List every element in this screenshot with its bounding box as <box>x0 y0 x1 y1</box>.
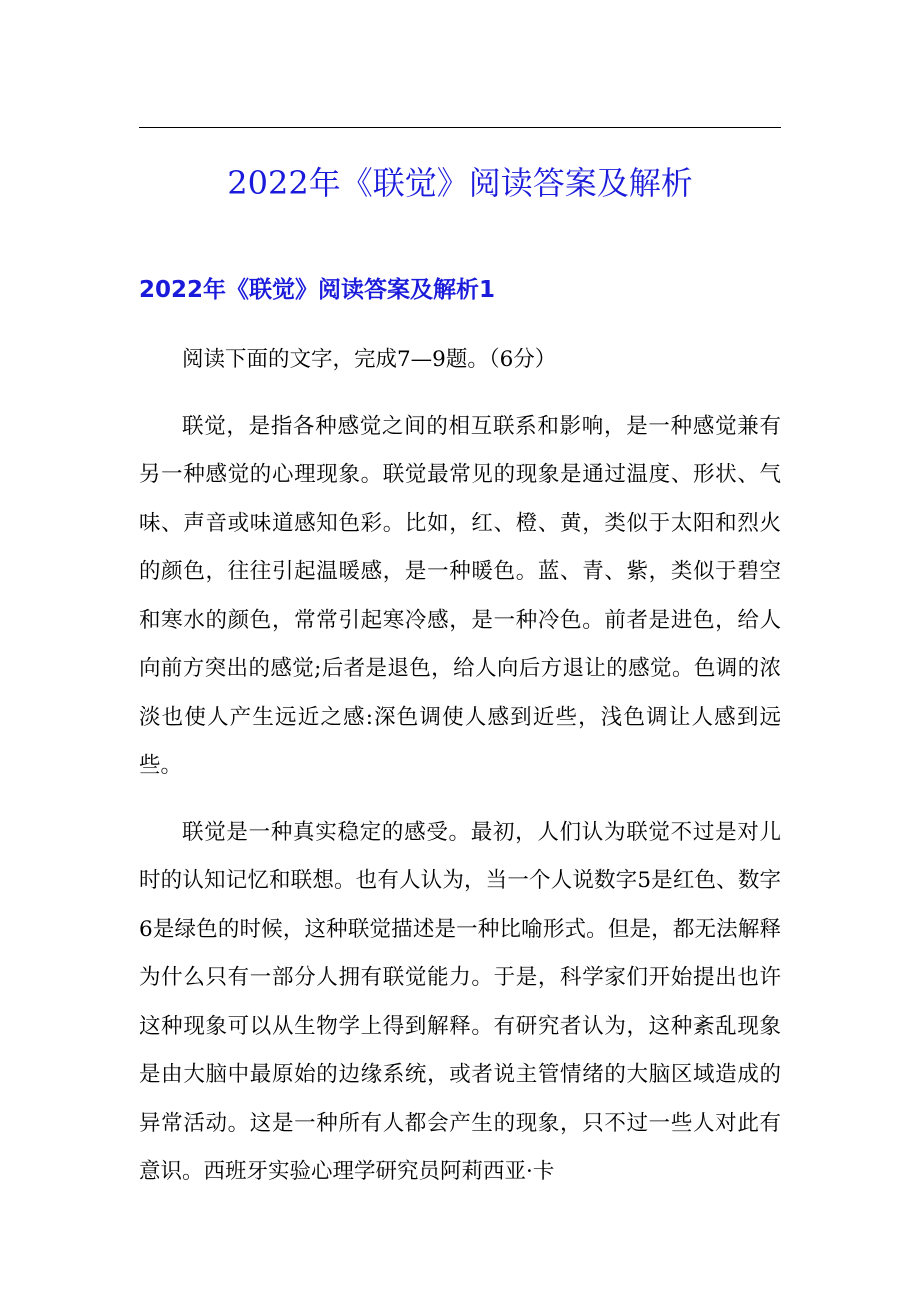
paragraph: 联觉，是指各种感觉之间的相互联系和影响，是一种感觉兼有另一种感觉的心理现象。联觉最常见的现象是通过温度、形状、气味、声音或味道感知色彩。比如，红、橙、黄，类似于太阳和烈火的颜色，往往引起温暖感，是一种暖色。蓝、青、紫，类似于碧空和寒水的颜色，常常引起寒冷感，是一种冷色。前者是进色，给人向前方突出的感觉;后者是退色，给人向后方退让的感觉。色调的浓淡也使人产生远近之感:深色调使人感到近些，浅色调让人感到远些。 <box>139 413 781 778</box>
paragraph-instruction: 阅读下面的文字，完成7—9题。（6分） <box>182 347 557 372</box>
document-body <box>139 336 781 1215</box>
paragraph: 联觉是一种真实稳定的感受。最初，人们认为联觉不过是对儿时的认知记忆和联想。也有人认为，当一个人说数字5是红色、数字6是绿色的时候，这种联觉描述是一种比喻形式。但是，都无法解释为什么只有一部分人拥有联觉能力。于是，科学家们开始提出也许这种现象可以从生物学上得到解释。有研究者认为，这种紊乱现象是由大脑中最原始的边缘系统，或者说主管情绪的大脑区域造成的异常活动。这是一种所有人都会产生的现象，只不过一些人对此有意识。西班牙实验心理学研究员阿莉西亚·卡 <box>139 819 781 1184</box>
document-title: 2022年《联觉》阅读答案及解析 <box>227 164 693 202</box>
section-heading: 2022年《联觉》阅读答案及解析1 <box>139 277 496 303</box>
header-rule <box>139 127 781 128</box>
